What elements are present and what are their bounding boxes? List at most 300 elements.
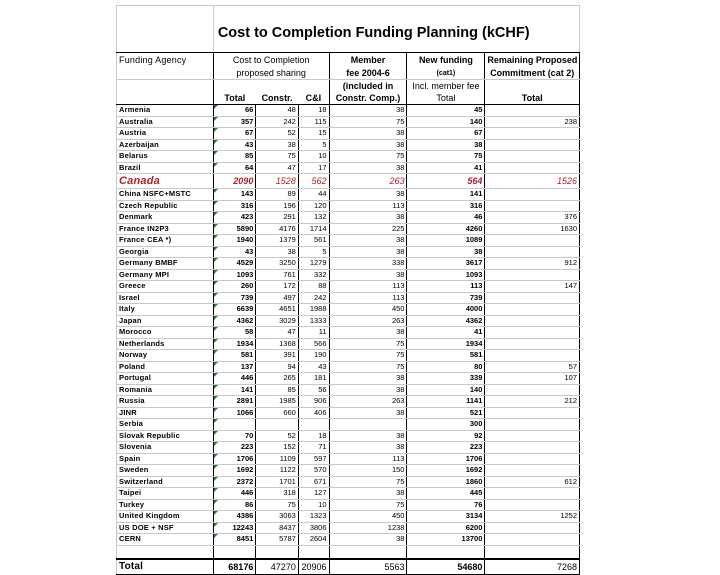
agency-cell[interactable] bbox=[117, 258, 214, 270]
member-fee-cell[interactable] bbox=[329, 189, 407, 201]
agency-cell[interactable] bbox=[117, 174, 214, 189]
member-fee-cell[interactable] bbox=[329, 488, 407, 500]
ci-cell[interactable] bbox=[298, 174, 329, 189]
new-funding-cell[interactable] bbox=[407, 327, 485, 339]
remaining-commitment-cell[interactable] bbox=[485, 373, 580, 385]
member-fee-cell[interactable] bbox=[329, 499, 407, 511]
new-funding-cell[interactable] bbox=[407, 128, 485, 140]
remaining-commitment-cell[interactable] bbox=[485, 235, 580, 247]
ci-cell[interactable] bbox=[298, 373, 329, 385]
agency-cell[interactable] bbox=[117, 430, 214, 442]
total-constr-cell[interactable]: 47270 bbox=[256, 559, 299, 575]
new-funding-cell[interactable] bbox=[407, 246, 485, 258]
ci-cell[interactable] bbox=[298, 246, 329, 258]
constr-cell[interactable] bbox=[256, 304, 299, 316]
constr-cell[interactable] bbox=[256, 281, 299, 293]
constr-cell[interactable] bbox=[256, 174, 299, 189]
ci-cell[interactable] bbox=[298, 453, 329, 465]
constr-cell[interactable] bbox=[256, 162, 299, 174]
member-fee-cell[interactable] bbox=[329, 511, 407, 523]
header-new-line4: Total bbox=[407, 92, 485, 105]
header-new-line2: (cat1) bbox=[407, 67, 485, 80]
member-fee-cell[interactable] bbox=[329, 151, 407, 163]
agency-cell[interactable] bbox=[117, 522, 214, 534]
agency-cell[interactable] bbox=[117, 304, 214, 316]
total-cell-value: 2372 bbox=[236, 476, 254, 486]
constr-cell[interactable] bbox=[256, 396, 299, 408]
total-cell[interactable] bbox=[213, 235, 256, 247]
new-funding-cell[interactable] bbox=[407, 304, 485, 316]
constr-cell[interactable] bbox=[256, 246, 299, 258]
ci-cell[interactable] bbox=[298, 522, 329, 534]
ci-cell[interactable] bbox=[298, 269, 329, 281]
remaining-commitment-cell[interactable] bbox=[485, 499, 580, 511]
new-funding-cell[interactable] bbox=[407, 269, 485, 281]
total-cell[interactable] bbox=[213, 128, 256, 140]
member-fee-cell[interactable] bbox=[329, 534, 407, 546]
agency-cell[interactable] bbox=[117, 476, 214, 488]
comment-marker-icon bbox=[214, 151, 218, 155]
constr-cell[interactable] bbox=[256, 139, 299, 151]
total-cell[interactable] bbox=[213, 162, 256, 174]
agency-cell[interactable] bbox=[117, 396, 214, 408]
remaining-commitment-cell[interactable] bbox=[485, 269, 580, 281]
agency-cell[interactable] bbox=[117, 442, 214, 454]
new-funding-cell[interactable] bbox=[407, 174, 485, 189]
new-funding-cell[interactable] bbox=[407, 384, 485, 396]
member-fee-cell-value: 113 bbox=[392, 453, 405, 463]
ci-cell[interactable] bbox=[298, 327, 329, 339]
member-fee-cell[interactable] bbox=[329, 419, 407, 431]
new-funding-cell[interactable] bbox=[407, 350, 485, 362]
member-fee-cell[interactable] bbox=[329, 407, 407, 419]
new-funding-cell[interactable] bbox=[407, 139, 485, 151]
constr-cell[interactable] bbox=[256, 499, 299, 511]
new-funding-cell[interactable] bbox=[407, 258, 485, 270]
comment-marker-icon bbox=[214, 304, 218, 308]
agency-cell[interactable] bbox=[117, 105, 214, 117]
ci-cell-value: 906 bbox=[314, 396, 327, 406]
total-cell[interactable] bbox=[213, 189, 256, 201]
remaining-commitment-cell[interactable] bbox=[485, 200, 580, 212]
agency-cell[interactable] bbox=[117, 419, 214, 431]
new-funding-cell[interactable] bbox=[407, 511, 485, 523]
agency-cell[interactable] bbox=[117, 361, 214, 373]
total-cell[interactable] bbox=[213, 522, 256, 534]
ci-cell[interactable] bbox=[298, 200, 329, 212]
constr-cell[interactable] bbox=[256, 315, 299, 327]
total-cell[interactable] bbox=[213, 534, 256, 546]
remaining-commitment-cell[interactable] bbox=[485, 105, 580, 117]
remaining-commitment-cell[interactable] bbox=[485, 223, 580, 235]
agency-cell[interactable] bbox=[117, 223, 214, 235]
empty-cell bbox=[298, 545, 329, 559]
agency-cell[interactable] bbox=[117, 350, 214, 362]
total-cell[interactable] bbox=[213, 212, 256, 224]
member-fee-cell-value: 38 bbox=[396, 327, 405, 337]
total-cell[interactable] bbox=[213, 419, 256, 431]
new-funding-cell[interactable] bbox=[407, 407, 485, 419]
ci-cell[interactable] bbox=[298, 258, 329, 270]
remaining-commitment-cell[interactable] bbox=[485, 476, 580, 488]
member-fee-cell[interactable] bbox=[329, 442, 407, 454]
total-new-funding-cell[interactable]: 54680 bbox=[407, 559, 485, 575]
agency-cell[interactable] bbox=[117, 373, 214, 385]
ci-cell[interactable] bbox=[298, 465, 329, 477]
agency-cell[interactable] bbox=[117, 384, 214, 396]
member-fee-cell[interactable] bbox=[329, 338, 407, 350]
remaining-commitment-cell[interactable] bbox=[485, 350, 580, 362]
remaining-commitment-cell[interactable] bbox=[485, 292, 580, 304]
member-fee-cell[interactable] bbox=[329, 292, 407, 304]
ci-cell-value: 671 bbox=[314, 476, 327, 486]
constr-cell[interactable] bbox=[256, 223, 299, 235]
ci-cell[interactable] bbox=[298, 292, 329, 304]
remaining-commitment-cell[interactable] bbox=[485, 128, 580, 140]
total-cell[interactable] bbox=[213, 373, 256, 385]
total-cell[interactable] bbox=[213, 384, 256, 396]
agency-cell[interactable] bbox=[117, 465, 214, 477]
agency-cell[interactable] bbox=[117, 189, 214, 201]
constr-cell[interactable] bbox=[256, 105, 299, 117]
ci-cell[interactable] bbox=[298, 488, 329, 500]
total-cell[interactable] bbox=[213, 488, 256, 500]
constr-cell[interactable] bbox=[256, 200, 299, 212]
ci-cell[interactable] bbox=[298, 350, 329, 362]
constr-cell[interactable] bbox=[256, 476, 299, 488]
ci-cell[interactable] bbox=[298, 304, 329, 316]
new-funding-cell[interactable] bbox=[407, 212, 485, 224]
member-fee-cell[interactable] bbox=[329, 174, 407, 189]
remaining-commitment-cell[interactable] bbox=[485, 534, 580, 546]
constr-cell[interactable] bbox=[256, 128, 299, 140]
member-fee-cell[interactable] bbox=[329, 361, 407, 373]
new-funding-cell[interactable] bbox=[407, 105, 485, 117]
constr-cell[interactable] bbox=[256, 235, 299, 247]
new-funding-cell[interactable] bbox=[407, 430, 485, 442]
remaining-commitment-cell[interactable] bbox=[485, 162, 580, 174]
member-fee-cell[interactable] bbox=[329, 116, 407, 128]
total-member-fee-cell[interactable]: 5563 bbox=[329, 559, 407, 575]
member-fee-cell[interactable] bbox=[329, 327, 407, 339]
remaining-commitment-cell[interactable] bbox=[485, 327, 580, 339]
total-cell[interactable] bbox=[213, 246, 256, 258]
member-fee-cell[interactable] bbox=[329, 396, 407, 408]
new-funding-cell[interactable] bbox=[407, 200, 485, 212]
remaining-commitment-cell[interactable] bbox=[485, 384, 580, 396]
total-total-cell[interactable]: 68176 bbox=[213, 559, 256, 575]
total-cell[interactable] bbox=[213, 396, 256, 408]
new-funding-cell[interactable] bbox=[407, 465, 485, 477]
agency-cell[interactable] bbox=[117, 292, 214, 304]
total-ci-cell[interactable]: 20906 bbox=[298, 559, 329, 575]
remaining-commitment-cell[interactable] bbox=[485, 151, 580, 163]
new-funding-cell[interactable] bbox=[407, 534, 485, 546]
constr-cell[interactable] bbox=[256, 465, 299, 477]
constr-cell[interactable] bbox=[256, 522, 299, 534]
agency-cell[interactable] bbox=[117, 499, 214, 511]
new-funding-cell[interactable] bbox=[407, 292, 485, 304]
member-fee-cell[interactable] bbox=[329, 476, 407, 488]
ci-cell[interactable] bbox=[298, 442, 329, 454]
total-cell[interactable] bbox=[213, 315, 256, 327]
remaining-commitment-cell[interactable] bbox=[485, 116, 580, 128]
total-cell[interactable] bbox=[213, 338, 256, 350]
constr-cell[interactable] bbox=[256, 212, 299, 224]
remaining-commitment-cell[interactable] bbox=[485, 338, 580, 350]
total-cell[interactable] bbox=[213, 139, 256, 151]
total-remaining-commitment-cell[interactable]: 7268 bbox=[485, 559, 580, 575]
member-fee-cell[interactable] bbox=[329, 105, 407, 117]
member-fee-cell[interactable] bbox=[329, 246, 407, 258]
agency-cell[interactable] bbox=[117, 235, 214, 247]
table-row bbox=[117, 373, 580, 385]
remaining-commitment-cell[interactable] bbox=[485, 361, 580, 373]
comment-marker-icon bbox=[214, 477, 218, 481]
table-row bbox=[117, 407, 580, 419]
agency-cell[interactable] bbox=[117, 139, 214, 151]
new-funding-cell[interactable] bbox=[407, 396, 485, 408]
remaining-commitment-cell[interactable] bbox=[485, 174, 580, 189]
member-fee-cell[interactable] bbox=[329, 304, 407, 316]
constr-cell[interactable] bbox=[256, 151, 299, 163]
ci-cell[interactable] bbox=[298, 499, 329, 511]
constr-cell[interactable] bbox=[256, 361, 299, 373]
new-funding-cell[interactable] bbox=[407, 116, 485, 128]
agency-cell[interactable] bbox=[117, 453, 214, 465]
member-fee-cell[interactable] bbox=[329, 269, 407, 281]
remaining-commitment-cell[interactable] bbox=[485, 139, 580, 151]
member-fee-cell[interactable] bbox=[329, 223, 407, 235]
member-fee-cell[interactable] bbox=[329, 315, 407, 327]
agency-cell[interactable] bbox=[117, 327, 214, 339]
total-cell[interactable] bbox=[213, 200, 256, 212]
total-cell[interactable] bbox=[213, 258, 256, 270]
agency-cell[interactable] bbox=[117, 269, 214, 281]
total-cell[interactable] bbox=[213, 281, 256, 293]
member-fee-cell[interactable] bbox=[329, 128, 407, 140]
ci-cell[interactable] bbox=[298, 315, 329, 327]
ci-cell[interactable] bbox=[298, 361, 329, 373]
ci-cell[interactable] bbox=[298, 223, 329, 235]
ci-cell[interactable] bbox=[298, 476, 329, 488]
total-cell[interactable] bbox=[213, 453, 256, 465]
constr-cell[interactable] bbox=[256, 430, 299, 442]
ci-cell[interactable] bbox=[298, 384, 329, 396]
agency-cell[interactable] bbox=[117, 511, 214, 523]
agency-cell[interactable] bbox=[117, 246, 214, 258]
total-agency-cell[interactable]: Total bbox=[117, 559, 214, 575]
total-cell[interactable] bbox=[213, 269, 256, 281]
ci-cell[interactable] bbox=[298, 235, 329, 247]
new-funding-cell[interactable] bbox=[407, 162, 485, 174]
ci-cell[interactable] bbox=[298, 212, 329, 224]
agency-cell[interactable] bbox=[117, 407, 214, 419]
remaining-commitment-cell[interactable] bbox=[485, 304, 580, 316]
remaining-commitment-cell[interactable] bbox=[485, 430, 580, 442]
member-fee-cell[interactable] bbox=[329, 350, 407, 362]
new-funding-cell[interactable] bbox=[407, 499, 485, 511]
ci-cell[interactable] bbox=[298, 105, 329, 117]
agency-cell[interactable] bbox=[117, 162, 214, 174]
total-cell[interactable] bbox=[213, 292, 256, 304]
total-cell[interactable] bbox=[213, 304, 256, 316]
constr-cell[interactable] bbox=[256, 373, 299, 385]
new-funding-cell[interactable] bbox=[407, 235, 485, 247]
total-cell[interactable] bbox=[213, 361, 256, 373]
total-cell[interactable] bbox=[213, 223, 256, 235]
constr-cell-value: 52 bbox=[287, 128, 296, 138]
agency-cell[interactable] bbox=[117, 116, 214, 128]
new-funding-cell[interactable] bbox=[407, 488, 485, 500]
remaining-commitment-cell[interactable] bbox=[485, 522, 580, 534]
constr-cell[interactable] bbox=[256, 350, 299, 362]
new-funding-cell[interactable] bbox=[407, 223, 485, 235]
ci-cell[interactable] bbox=[298, 338, 329, 350]
member-fee-cell[interactable] bbox=[329, 453, 407, 465]
agency-cell[interactable] bbox=[117, 151, 214, 163]
constr-cell-value: 4176 bbox=[279, 223, 296, 233]
member-fee-cell[interactable] bbox=[329, 465, 407, 477]
total-cell[interactable] bbox=[213, 116, 256, 128]
constr-cell-value: 3250 bbox=[279, 258, 296, 268]
total-cell[interactable] bbox=[213, 499, 256, 511]
member-fee-cell[interactable] bbox=[329, 373, 407, 385]
remaining-commitment-cell[interactable] bbox=[485, 465, 580, 477]
constr-cell[interactable] bbox=[256, 269, 299, 281]
ci-cell[interactable] bbox=[298, 281, 329, 293]
new-funding-cell[interactable] bbox=[407, 361, 485, 373]
ci-cell[interactable] bbox=[298, 511, 329, 523]
member-fee-cell[interactable] bbox=[329, 384, 407, 396]
member-fee-cell[interactable] bbox=[329, 212, 407, 224]
member-fee-cell-value: 113 bbox=[392, 292, 405, 302]
total-cell[interactable] bbox=[213, 105, 256, 117]
new-funding-cell[interactable] bbox=[407, 315, 485, 327]
remaining-commitment-cell[interactable] bbox=[485, 246, 580, 258]
constr-cell[interactable] bbox=[256, 384, 299, 396]
new-funding-cell[interactable] bbox=[407, 476, 485, 488]
total-cell[interactable] bbox=[213, 407, 256, 419]
total-cell[interactable] bbox=[213, 327, 256, 339]
member-fee-cell[interactable] bbox=[329, 200, 407, 212]
new-funding-cell[interactable] bbox=[407, 442, 485, 454]
constr-cell[interactable] bbox=[256, 534, 299, 546]
total-cell[interactable] bbox=[213, 476, 256, 488]
ci-cell[interactable] bbox=[298, 534, 329, 546]
total-cell[interactable] bbox=[213, 151, 256, 163]
ci-cell[interactable] bbox=[298, 128, 329, 140]
remaining-commitment-cell[interactable] bbox=[485, 212, 580, 224]
member-fee-cell[interactable] bbox=[329, 162, 407, 174]
comment-marker-icon bbox=[214, 339, 218, 343]
member-fee-cell[interactable] bbox=[329, 281, 407, 293]
new-funding-cell-value: 1141 bbox=[466, 396, 483, 406]
funding-table bbox=[116, 5, 580, 575]
constr-cell[interactable] bbox=[256, 292, 299, 304]
new-funding-cell[interactable] bbox=[407, 189, 485, 201]
total-cell[interactable] bbox=[213, 442, 256, 454]
member-fee-cell[interactable] bbox=[329, 430, 407, 442]
new-funding-cell[interactable] bbox=[407, 522, 485, 534]
remaining-commitment-cell[interactable] bbox=[485, 396, 580, 408]
member-fee-cell[interactable] bbox=[329, 258, 407, 270]
agency-cell[interactable] bbox=[117, 128, 214, 140]
total-cell[interactable] bbox=[213, 465, 256, 477]
ci-cell[interactable] bbox=[298, 419, 329, 431]
total-cell[interactable] bbox=[213, 430, 256, 442]
constr-cell[interactable] bbox=[256, 442, 299, 454]
remaining-commitment-cell[interactable] bbox=[485, 511, 580, 523]
constr-cell[interactable] bbox=[256, 327, 299, 339]
constr-cell[interactable] bbox=[256, 338, 299, 350]
remaining-commitment-cell[interactable] bbox=[485, 258, 580, 270]
agency-cell-value: Australia bbox=[119, 116, 153, 126]
new-funding-cell[interactable] bbox=[407, 373, 485, 385]
constr-cell-value: 265 bbox=[283, 373, 296, 383]
ci-cell-value: 17 bbox=[318, 162, 327, 172]
ci-cell[interactable] bbox=[298, 139, 329, 151]
remaining-commitment-cell[interactable] bbox=[485, 419, 580, 431]
new-funding-cell[interactable] bbox=[407, 453, 485, 465]
member-fee-cell[interactable] bbox=[329, 235, 407, 247]
member-fee-cell[interactable] bbox=[329, 139, 407, 151]
agency-cell[interactable] bbox=[117, 534, 214, 546]
header-ctc-line2: proposed sharing bbox=[213, 67, 329, 80]
agency-cell[interactable] bbox=[117, 338, 214, 350]
remaining-commitment-cell[interactable] bbox=[485, 189, 580, 201]
new-funding-cell[interactable] bbox=[407, 281, 485, 293]
ci-cell[interactable] bbox=[298, 162, 329, 174]
remaining-commitment-cell[interactable] bbox=[485, 407, 580, 419]
ci-cell[interactable] bbox=[298, 116, 329, 128]
constr-cell[interactable] bbox=[256, 258, 299, 270]
ci-cell[interactable] bbox=[298, 151, 329, 163]
constr-cell[interactable] bbox=[256, 189, 299, 201]
new-funding-cell[interactable] bbox=[407, 338, 485, 350]
ci-cell[interactable] bbox=[298, 396, 329, 408]
constr-cell[interactable] bbox=[256, 419, 299, 431]
agency-cell[interactable] bbox=[117, 200, 214, 212]
agency-cell[interactable] bbox=[117, 488, 214, 500]
total-cell-value: 67 bbox=[244, 128, 254, 138]
remaining-commitment-cell[interactable] bbox=[485, 315, 580, 327]
agency-cell[interactable] bbox=[117, 212, 214, 224]
remaining-commitment-cell-value: 1252 bbox=[560, 511, 577, 521]
member-fee-cell[interactable] bbox=[329, 522, 407, 534]
constr-cell[interactable] bbox=[256, 453, 299, 465]
agency-cell[interactable] bbox=[117, 315, 214, 327]
total-cell[interactable] bbox=[213, 174, 256, 189]
agency-cell[interactable] bbox=[117, 281, 214, 293]
ci-cell[interactable] bbox=[298, 407, 329, 419]
remaining-commitment-cell[interactable] bbox=[485, 453, 580, 465]
total-cell[interactable] bbox=[213, 350, 256, 362]
constr-cell[interactable] bbox=[256, 511, 299, 523]
remaining-commitment-cell[interactable] bbox=[485, 442, 580, 454]
total-cell[interactable] bbox=[213, 511, 256, 523]
new-funding-cell[interactable] bbox=[407, 151, 485, 163]
constr-cell[interactable] bbox=[256, 488, 299, 500]
ci-cell[interactable] bbox=[298, 430, 329, 442]
new-funding-cell[interactable] bbox=[407, 419, 485, 431]
constr-cell[interactable] bbox=[256, 116, 299, 128]
remaining-commitment-cell[interactable] bbox=[485, 488, 580, 500]
constr-cell[interactable] bbox=[256, 407, 299, 419]
remaining-commitment-cell[interactable] bbox=[485, 281, 580, 293]
member-fee-cell-value: 338 bbox=[391, 258, 405, 268]
ci-cell[interactable] bbox=[298, 189, 329, 201]
